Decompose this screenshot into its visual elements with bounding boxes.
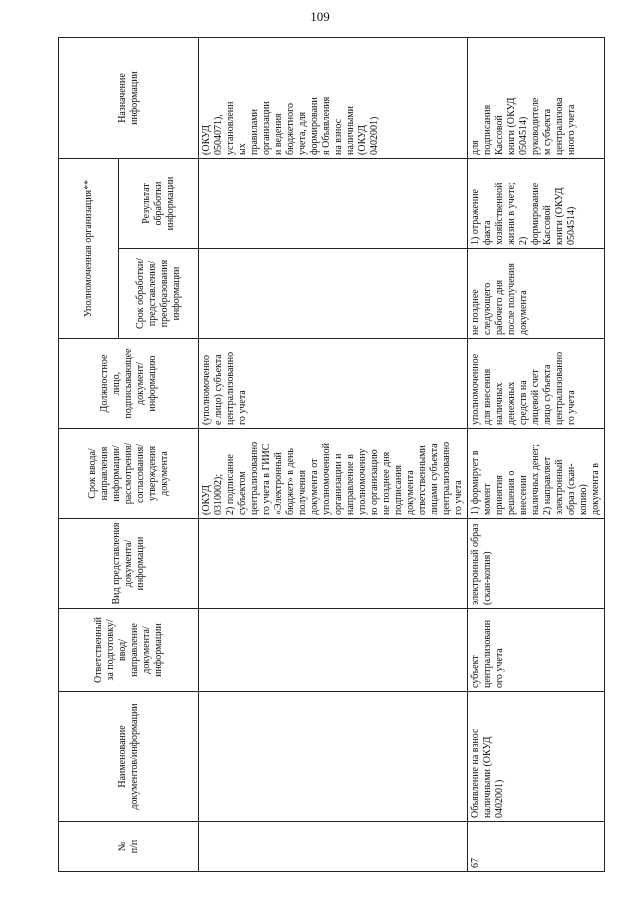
cell-view: электронный образ (скан-копия) [468,519,605,609]
cell-processing-term [199,249,468,339]
cell-num [199,822,468,872]
header-responsible: Ответственный за подготовку/ ввод/ направление документа/ информации [59,609,199,692]
cell-responsible: субъект централизованн ого учета [468,609,605,692]
cell-deadline: 1) формирует в момент принятия решения о внесении наличных денег; 2) направляет электронный образ (скан- копию) документа в [468,429,605,519]
cell-official: уполномоченное для внесения наличных денежных средств на лицевой счет лицо субъекта централизованно го учета [468,339,605,429]
cell-name: Объявление на взнос наличными (ОКУД 0402001) [468,692,605,822]
cell-purpose: (ОКУД 0504071), установленн ых правилами организации и ведения бюджетного учета, для формировани я Объявления на взнос наличными (ОКУД 0402001) [199,37,468,158]
cell-responsible [199,609,468,692]
cell-purpose: для подписания Кассовой книги (ОКУД 0504514) руководителе м субъекта централизова нного учета [468,37,605,158]
cell-official: (уполномоченно е лицо) субъекта централизованно го учета [199,339,468,429]
header-processing-result: Результат обработки информации [119,158,199,248]
header-authorized-organization: Уполномоченная организация** [59,158,119,338]
header-deadline: Срок ввода/ направления информации/ рассмотрения/ согласования/ утверждения документа [59,429,199,519]
header-official: Должностное лицо, подписывающее документ/ информацию [59,339,199,429]
document-table [58,37,605,872]
cell-name [199,692,468,822]
table-row [199,37,468,871]
cell-deadline: (ОКУД 0310002); 2) подписание субъектом централизованно го учета в ГИИС «Электронный бюджет» в день получения документа от уполномоченной организации и направление в уполномоченну ю организацию не позднее дня подписания документа ответственными лицами субъекта централизованно го учета [199,429,468,519]
header-name: Наименование документов/информации [59,692,199,822]
header-view: Вид представления документа/ информации [59,519,199,609]
header-num: № п/п [59,822,199,872]
cell-num: 67 [468,822,605,872]
cell-processing-result [199,158,468,248]
cell-processing-term: не позднее следующего рабочего дня после получения документа [468,249,605,339]
table-row [468,37,605,871]
header-row-1 [59,37,119,871]
page-number: 109 [310,9,330,24]
cell-view [199,519,468,609]
cell-processing-result: 1) отражение факта хозяйственной жизни в учете; 2) формирование Кассовой книги (ОКУД 0504514) [468,158,605,248]
rotated-table-container [58,38,601,872]
header-purpose: Назначение информации [59,37,199,158]
header-processing-term: Срок обработки/ представления/ преобразования информации [119,249,199,339]
